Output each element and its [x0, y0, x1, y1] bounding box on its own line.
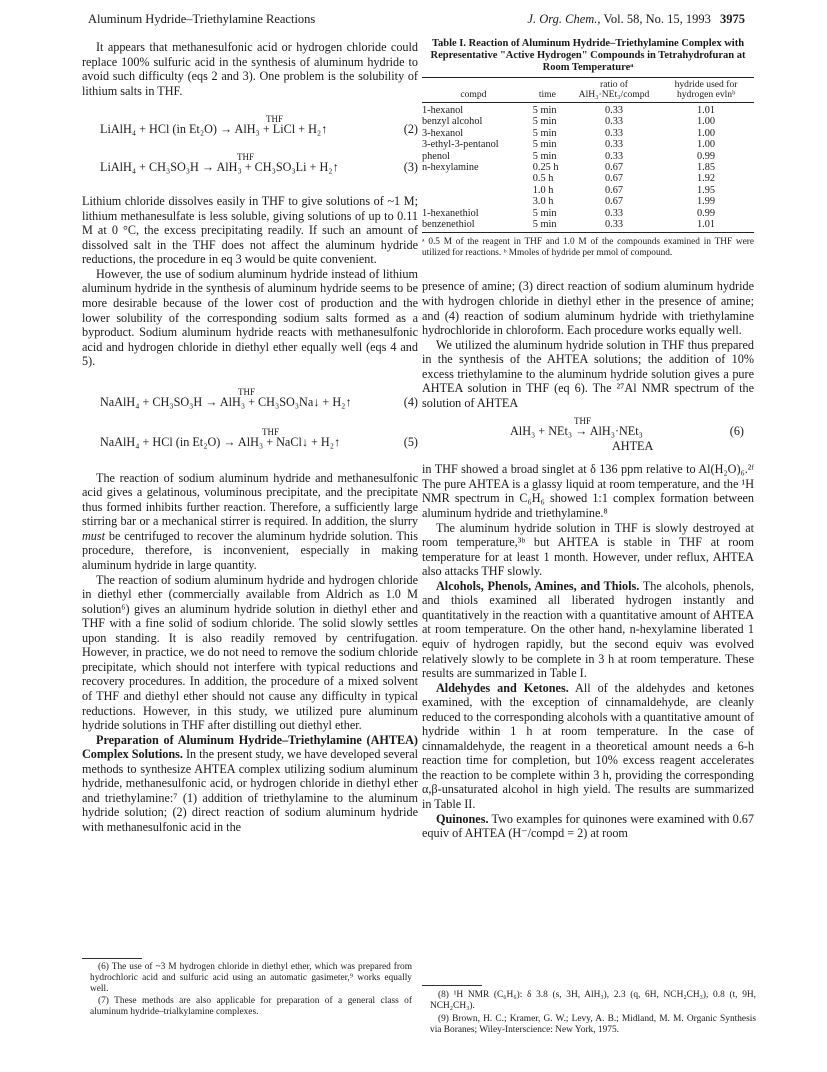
cell-ratio: 0.33: [604, 105, 624, 116]
paragraph: However, the use of sodium aluminum hydride instead of lithium aluminum hydride in the synthesis of aluminum hydride seems to be more desirable because of the lower cost of production and the lower solubility of the corresponding sodium salts formed as a byproduct. Sodium aluminum hydride reacts with methanesulfonic acid and hydrogen chloride in diethyl ether equally well (eqs 4 and 5).: [82, 266, 418, 369]
table-row: [422, 196, 754, 207]
text-run: Two examples for quinones were examined with 0.67 equiv of AHTEA (H⁻/compd = 2) at room: [422, 811, 754, 841]
equation-number: (5): [403, 434, 418, 449]
paragraph: Lithium chloride dissolves easily in THF to give solutions of ~1 M; lithium methanesulfate is less soluble, giving solutions of up to 0.11 M at 0 °C, the excess precipitating readily. If such an amount of dissolved salt in the THF does not affect the aluminum hydride reductions, the procedure in eq 3 would be quite convenient.: [82, 194, 418, 267]
equation-solvent: THF: [238, 386, 256, 397]
table-row: [422, 128, 754, 139]
volume-info: Vol. 58, No. 15, 1993: [603, 12, 711, 26]
equation-arrow: →: [223, 434, 236, 449]
footnote-rule: [422, 985, 482, 986]
paragraph: [82, 733, 418, 835]
cell-hydride: 1.00: [696, 116, 716, 128]
table-row: [422, 185, 754, 196]
cell-compound: 3-hexanol: [422, 127, 464, 139]
section-heading: Alcohols, Phenols, Amines, and Thiols.: [436, 578, 640, 593]
column-header: time: [525, 78, 570, 103]
text-run: be centrifuged to recover the aluminum hydride solution. This procedure, therefore, is inconvenient, especially in making aluminum hydride in large quantity.: [82, 528, 418, 573]
equation-lhs: AlH₃ + NEt₃: [510, 424, 573, 439]
paragraph: presence of amine; (3) direct reaction of sodium aluminum hydride with hydrogen chloride in diethyl ether in the presence of amine; and (4) reaction of sodium aluminum hydride with triethylamine hydrochloride in chloroform. Each procedure works equally well.: [422, 279, 754, 338]
cell-compound: n-hexylamine: [422, 162, 479, 174]
table-row: [422, 219, 754, 233]
cell-hydride: 0.99: [696, 150, 716, 162]
cell-ratio: 0.33: [604, 116, 624, 128]
cell-compound: [422, 196, 525, 207]
table-row: [422, 162, 754, 173]
paragraph: [82, 471, 418, 573]
journal-citation: [527, 12, 745, 27]
table-footnote: ᵃ 0.5 M of the reagent in THF and 1.0 M of the compounds examined in THF were utilized for reactions. ᵇ Mmoles of hydride per mmol of compound.: [422, 237, 754, 259]
cell-compound: benzyl alcohol: [422, 116, 483, 128]
footnote-9: (9) Brown, H. C.; Kramer, G. W.; Levy, A. B.; Midland, M. M. Organic Synthesis via Boranes; Wiley-Interscience: New York, 1975.: [430, 1014, 756, 1035]
left-column: [82, 40, 418, 834]
equation-rhs: AlH₃ + CH₃SO₃Li + H₂↑: [216, 160, 339, 175]
equation-number: (2): [403, 122, 418, 137]
cell-hydride: 1.92: [696, 173, 716, 185]
equation-rhs: AlH₃ + CH₃SO₃Na↓ + H₂↑: [219, 394, 352, 409]
cell-hydride: 1.00: [696, 127, 716, 139]
emphasis: must: [82, 528, 106, 543]
column-header: ratio of AlH₃·NEt₃/compd: [570, 78, 658, 103]
cell-time: 5 min: [532, 150, 557, 162]
equation-lhs: NaAlH₄ + CH₃SO₃H: [100, 394, 203, 409]
cell-time: 1.0 h: [532, 184, 554, 196]
section-heading: Aldehydes and Ketones.: [436, 680, 569, 695]
equation-arrow: →: [205, 394, 218, 409]
cell-compound: [422, 185, 525, 196]
paragraph: [422, 681, 754, 812]
footnote-6: (6) The use of ~3 M hydrogen chloride in diethyl ether, which was prepared from hydrochloric acid and sulfuric acid using an automatic gasimeter,⁹ works equally well.: [90, 962, 412, 994]
equation-body: [100, 395, 351, 410]
equation-arrow: →: [201, 160, 215, 175]
equation-body: [100, 435, 340, 450]
cell-hydride: 1.99: [696, 196, 716, 208]
cell-hydride: 1.01: [696, 105, 716, 116]
equation-arrow: →: [219, 122, 233, 137]
text-run: The reaction of sodium aluminum hydride and methanesulfonic acid gives a gelatinous, voluminous precipitate, and the precipitate thus formed inhibits further reaction. Therefore, a sufficiently large stirring bar or a mechanical stirrer is required. In addition, the slurry: [82, 470, 418, 529]
table-row: [422, 103, 754, 117]
cell-compound: phenol: [422, 150, 451, 162]
table-row: [422, 116, 754, 127]
section-heading: Preparation of Aluminum Hydride–Triethylamine (AHTEA) Complex Solutions.: [82, 732, 418, 762]
equation-number: (4): [403, 394, 418, 409]
cell-compound: [422, 173, 525, 184]
cell-hydride: 1.01: [658, 219, 754, 233]
cell-compound: 1-hexanethiol: [422, 207, 479, 219]
cell-ratio: 0.33: [604, 127, 624, 139]
equation-body: [100, 160, 339, 175]
equation-number: (3): [403, 160, 418, 175]
equation-solvent: THF: [266, 114, 284, 125]
equation-body: [510, 424, 643, 439]
equation-body: [100, 122, 327, 137]
equation-solvent: THF: [262, 426, 280, 437]
cell-time: 5 min: [532, 127, 557, 139]
column-header: hydride used for hydrogen evlnᵇ: [658, 78, 754, 103]
journal-name: J. Org. Chem.,: [527, 12, 601, 26]
table-title: Table I. Reaction of Aluminum Hydride–Triethylamine Complex with Representative "Active Hydrogen" Compounds in Tetrahydrofuran at Room Temperatureᵃ: [430, 38, 746, 73]
section-heading: Quinones.: [436, 811, 489, 826]
text-run: In the present study, we have developed several methods to synthesize AHTEA complex utilizing sodium aluminum hydride, methanesulfonic acid, or hydrogen chloride in diethyl ether and triethylamine:⁷ (1) addition of triethylamine to the aluminum hydride solution; (2) direct reaction of sodium aluminum hydride with methanesulfonic acid in the: [82, 747, 418, 834]
cell-time: 5 min: [532, 116, 557, 128]
footnote-8: (8) ¹H NMR (C₆H₆): δ 3.8 (s, 3H, AlH₃), 2.3 (q, 6H, NCH₂CH₃), 0.8 (t, 9H, NCH₂CH₃).: [430, 990, 756, 1011]
equation-solvent: THF: [237, 152, 255, 163]
text-run: The alcohols, phenols, and thiols examined all liberated hydrogen instantly and quantitatively in the reaction with a quantitative amount of AHTEA at room temperature. On the other hand, n-hexylamine liberated 1 equiv of hydrogen rapidly, but the second equiv was evolved relatively slowly to be complete in 3 h at room temperature. These results are summarized in Table I.: [422, 578, 754, 681]
equation-6: [422, 416, 754, 456]
cell-compound: 3-ethyl-3-pentanol: [422, 139, 499, 151]
equation-arrow: →: [575, 424, 588, 439]
cell-ratio: 0.33: [604, 139, 624, 151]
table-row: [422, 173, 754, 184]
cell-compound: 1-hexanol: [422, 105, 464, 116]
page-number: 3975: [720, 12, 745, 26]
paragraph: The aluminum hydride solution in THF is slowly destroyed at room temperature,³ᵇ but AHTEA is stable in THF at room temperature for at least 1 month. However, under reflux, AHTEA also attacks THF slowly.: [422, 520, 754, 579]
equation-rhs: AlH₃ + LiCl + H₂↑: [234, 122, 328, 137]
equation-4: [82, 387, 418, 413]
cell-ratio: 0.67: [604, 173, 624, 185]
equation-number: (6): [729, 424, 744, 439]
paragraph: in THF showed a broad singlet at δ 136 ppm relative to Al(H₂O)₆.²ᶠ The pure AHTEA is a glassy liquid at room temperature, and the ¹H NMR spectrum in C₆H₆ showed 1:1 complex formation between aluminum hydride and triethylamine.⁸: [422, 462, 754, 521]
equation-product-label: AHTEA: [612, 439, 654, 454]
equation-5: [82, 427, 418, 453]
cell-time: 0.25 h: [532, 162, 559, 174]
equation-lhs: LiAlH₄ + HCl (in Et₂O): [100, 122, 217, 137]
equation-rhs: AlH₃ + NaCl↓ + H₂↑: [237, 434, 341, 449]
paragraph: [422, 812, 754, 841]
footnote-rule: [82, 958, 142, 959]
paragraph: [422, 579, 754, 681]
equation-rhs: AlH₃·NEt₃: [589, 424, 643, 439]
cell-hydride: 1.00: [696, 139, 716, 151]
cell-ratio: 0.67: [604, 184, 624, 196]
equation-3: [82, 152, 418, 178]
table-row: [422, 139, 754, 150]
cell-time: 5 min: [532, 207, 557, 219]
cell-compound: benzenethiol: [422, 219, 525, 233]
equation-lhs: NaAlH₄ + HCl (in Et₂O): [100, 434, 221, 449]
cell-time: 5 min: [525, 219, 570, 233]
cell-hydride: 1.95: [696, 184, 716, 196]
table-row: [422, 151, 754, 162]
cell-time: 5 min: [532, 105, 557, 116]
equation-solvent: THF: [574, 416, 592, 427]
cell-time: 0.5 h: [532, 173, 554, 185]
column-header: compd: [422, 78, 525, 103]
cell-ratio: 0.67: [604, 162, 624, 174]
table-1: [422, 77, 754, 233]
cell-ratio: 0.33: [604, 207, 624, 219]
footnote-7: (7) These methods are also applicable for preparation of a general class of aluminum hydride–trialkylamine complexes.: [90, 996, 412, 1017]
table-header-row: [422, 78, 754, 103]
table-row: [422, 208, 754, 219]
running-head: Aluminum Hydride–Triethylamine Reactions: [88, 12, 316, 26]
paragraph: We utilized the aluminum hydride solution in THF thus prepared in the synthesis of the AHTEA solutions; the addition of 10% excess triethylamine to the aluminum hydride solution gives a pure AHTEA solution in THF (eq 6). The ²⁷Al NMR spectrum of the solution of AHTEA: [422, 337, 754, 410]
text-run: All of the aldehydes and ketones examined, with the exception of cinnamaldehyde, are cleanly reduced to the corresponding alcohols with a quantitative amount of hydride within 1 h at room temperature. In the case of cinnamaldehyde, the reagent in a theoretical amount needs a 6-h reaction time for completion, but 10% excess reagent accelerates the reaction to be complete within 3 h, providing the corresponding α,β-unsaturated alcohol in high yield. The results are summarized in Table II.: [422, 680, 755, 811]
cell-ratio: 0.33: [570, 219, 658, 233]
equation-2: [82, 114, 418, 140]
cell-hydride: 0.99: [696, 207, 716, 219]
right-column: [422, 40, 754, 841]
cell-ratio: 0.33: [604, 150, 624, 162]
paragraph: The reaction of sodium aluminum hydride and hydrogen chloride in diethyl ether (commercially available from Aldrich as 1.0 M solution⁶) gives an aluminum hydride solution in diethyl ether and THF with a fine solid of sodium chloride. The solid slowly settles upon standing. It is also readily removed by centrifugation. However, in practice, we do not need to remove the sodium chloride precipitate, which should not interfere with typical reductions and recovery procedures. In addition, the procedure of a mixed solvent of THF and diethyl ether should not cause any difficulty in typical reductions. However, in this study, we utilized pure aluminum hydride solutions in THF after distilling out diethyl ether.: [82, 572, 418, 733]
cell-hydride: 1.85: [696, 162, 716, 174]
cell-ratio: 0.67: [604, 196, 624, 208]
cell-time: 3.0 h: [532, 196, 554, 208]
cell-time: 5 min: [532, 139, 557, 151]
equation-lhs: LiAlH₄ + CH₃SO₃H: [100, 160, 199, 175]
paragraph: It appears that methanesulfonic acid or hydrogen chloride could replace 100% sulfuric acid in the synthesis of aluminum hydride to avoid such difficulty (eqs 2 and 3). One problem is the solubility of lithium salts in THF.: [82, 40, 418, 98]
